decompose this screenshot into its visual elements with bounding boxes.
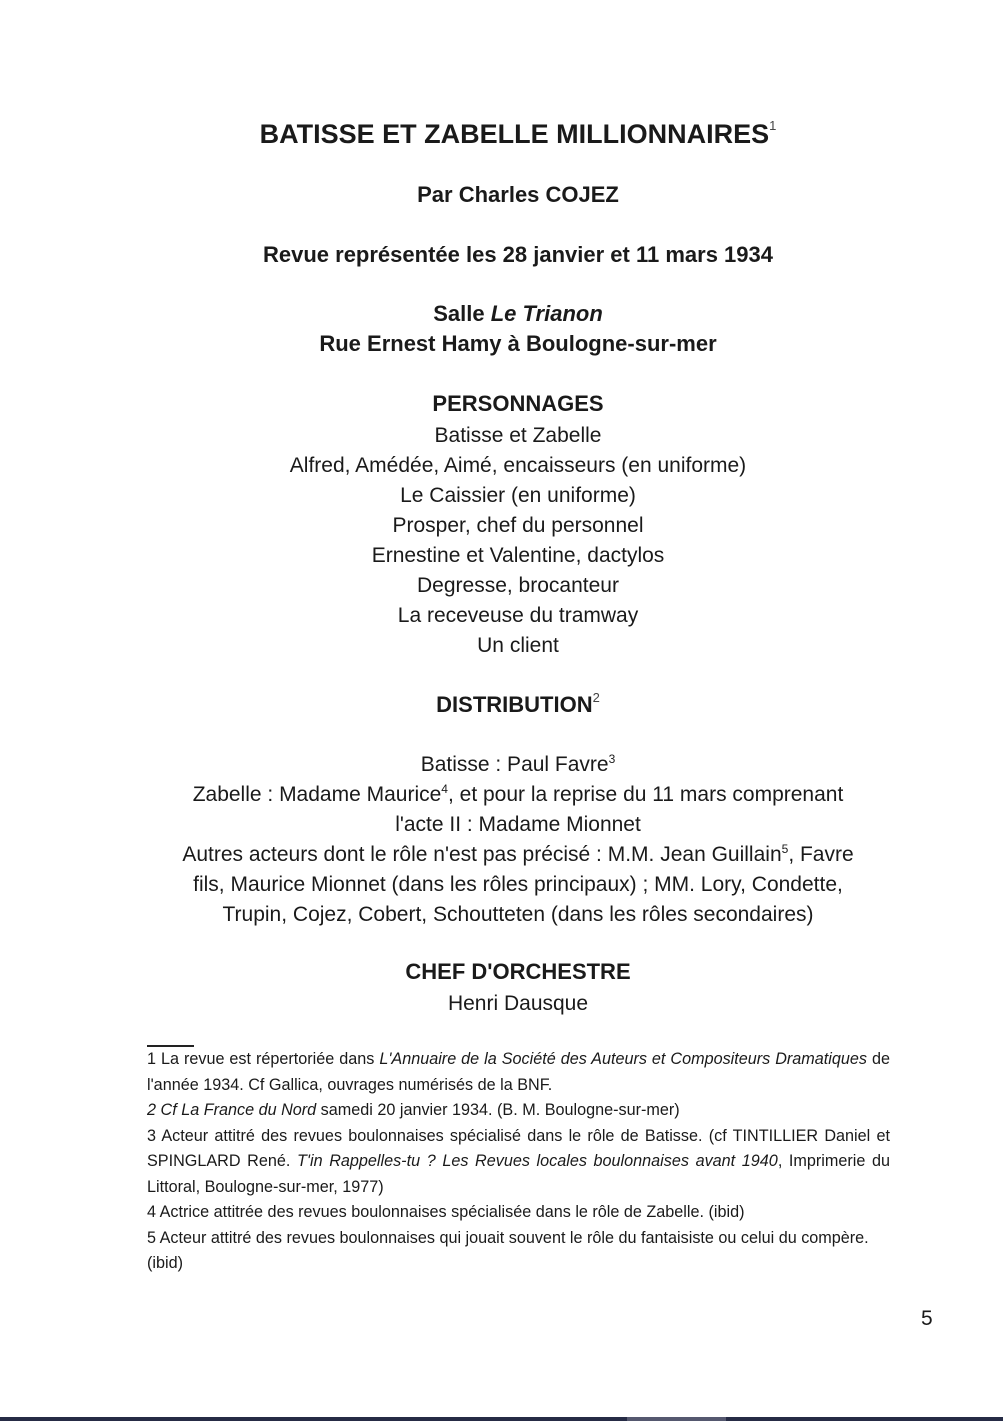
cast-others-line2: fils, Maurice Mionnet (dans les rôles principaux) ; MM. Lory, Condette, bbox=[193, 873, 843, 896]
author-line: Par Charles COJEZ bbox=[417, 182, 619, 207]
character-item: Ernestine et Valentine, dactylos bbox=[371, 544, 665, 567]
cast-heading bbox=[0, 690, 1003, 718]
footnote-ref-3[interactable]: 3 bbox=[608, 752, 616, 766]
footnote-ref-5[interactable]: 5 bbox=[781, 842, 789, 856]
footnote-ref-1[interactable]: 1 bbox=[769, 118, 777, 133]
character-item: Prosper, chef du personnel bbox=[392, 514, 644, 537]
conductor-name: Henri Dausque bbox=[447, 992, 589, 1015]
footnote-text: , Imprimerie du Littoral, Boulogne-sur-mer, 1977) bbox=[147, 1152, 891, 1196]
conductor-heading: CHEF D'ORCHESTRE bbox=[405, 959, 631, 984]
footnote-italic: La France du Nord bbox=[181, 1101, 317, 1119]
character-item: Alfred, Amédée, Aimé, encaisseurs (en uniforme) bbox=[289, 454, 747, 477]
cast-others bbox=[0, 840, 1003, 870]
performance-dates: Revue représentée les 28 janvier et 11 mars 1934 bbox=[262, 242, 773, 267]
venue-name bbox=[0, 301, 1003, 327]
footnotes bbox=[147, 1047, 890, 1277]
cast-zabelle-text-cont: , et pour la reprise du 11 mars comprenant bbox=[447, 783, 844, 806]
title-text: BATISSE ET ZABELLE MILLIONNAIRES bbox=[259, 119, 770, 149]
characters-heading: PERSONNAGES bbox=[432, 391, 604, 416]
cast-zabelle bbox=[0, 780, 1003, 810]
footnote-5 bbox=[147, 1226, 890, 1277]
cast-batisse bbox=[0, 750, 1003, 780]
venue-title: Le Trianon bbox=[490, 301, 603, 326]
footnote-text: 5 Acteur attitré des revues boulonnaises qui jouait souvent le rôle du fantaisiste ou celui du compère. (ibid) bbox=[147, 1228, 869, 1272]
cast-others-line3: Trupin, Cojez, Cobert, Schoutteten (dans les rôles secondaires) bbox=[222, 903, 814, 926]
cast-zabelle-text: Zabelle : Madame Maurice bbox=[192, 783, 442, 806]
venue-prefix: Salle bbox=[433, 301, 491, 326]
bottom-taskbar-edge bbox=[0, 1417, 1003, 1421]
characters-list bbox=[0, 421, 1003, 661]
document-title bbox=[0, 118, 1003, 150]
cast-batisse-text: Batisse : Paul Favre bbox=[420, 753, 609, 776]
cast-zabelle-reprise: l'acte II : Madame Mionnet bbox=[395, 813, 641, 836]
character-item: La receveuse du tramway bbox=[397, 604, 639, 627]
footnote-1 bbox=[147, 1047, 890, 1098]
cast-others-text: Autres acteurs dont le rôle n'est pas précisé : M.M. Jean Guillain bbox=[182, 843, 782, 866]
page-number: 5 bbox=[921, 1307, 933, 1330]
character-item: Un client bbox=[477, 634, 559, 657]
footnote-2 bbox=[147, 1098, 890, 1124]
venue-address: Rue Ernest Hamy à Boulogne-sur-mer bbox=[319, 331, 717, 356]
footnote-italic: T'in Rappelles-tu ? Les Revues locales boulonnaises avant 1940 bbox=[297, 1152, 778, 1170]
footnote-ref-4[interactable]: 4 bbox=[441, 782, 448, 796]
footnote-text: 1 La revue est répertoriée dans bbox=[147, 1050, 380, 1068]
footnote-ref-2[interactable]: 2 bbox=[592, 690, 600, 705]
footnote-italic: L'Annuaire de la Société des Auteurs et Compositeurs Dramatiques bbox=[379, 1050, 867, 1068]
footnote-text: 2 Cf bbox=[147, 1101, 182, 1119]
cast-others-text-cont: , Favre bbox=[788, 843, 854, 866]
cast-list bbox=[0, 750, 1003, 930]
footnote-text: samedi 20 janvier 1934. (B. M. Boulogne-sur-mer) bbox=[316, 1101, 680, 1119]
footnote-text: de l'année 1934. Cf Gallica, ouvrages numérisés de la BNF. bbox=[147, 1050, 890, 1094]
footnote-3 bbox=[147, 1124, 890, 1201]
character-item: Le Caissier (en uniforme) bbox=[400, 484, 636, 507]
cast-heading-text: DISTRIBUTION bbox=[436, 692, 593, 717]
footnote-4 bbox=[147, 1200, 890, 1226]
character-item: Degresse, brocanteur bbox=[417, 574, 619, 597]
footnote-text: 4 Actrice attitrée des revues boulonnaises spécialisée dans le rôle de Zabelle. (ibid) bbox=[147, 1203, 745, 1221]
character-item: Batisse et Zabelle bbox=[434, 424, 602, 447]
taskbar-highlight bbox=[627, 1417, 726, 1421]
footnote-text: 3 Acteur attitré des revues boulonnaises spécialisé dans le rôle de Batisse. (cf TINTILLIER Daniel et SPINGLARD René. bbox=[147, 1126, 890, 1170]
